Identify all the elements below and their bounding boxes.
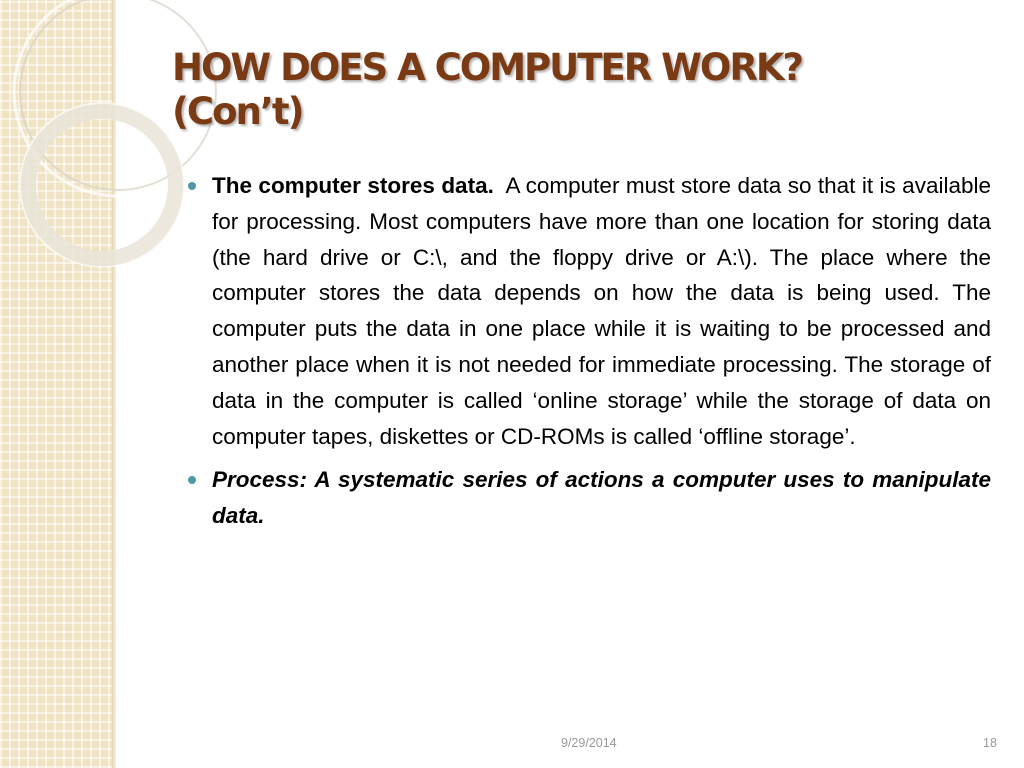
bullet-body-text: A computer must store data so that it is available for processing. Most computers have more than one location for storing data (the hard drive or C:\, and the floppy drive or A:\). The place where the computer stores the data depends on how the data is being used. The computer puts the data in one place while it is waiting to be processed and another place when it is not needed for immediate processing. The storage of data in the computer is called ‘online storage’ while the storage of data on computer tapes, diskettes or CD-ROMs is called ‘offline storage’.	[212, 173, 991, 449]
slide-number: 18	[983, 736, 997, 750]
bullet-dot-icon	[188, 182, 196, 190]
bullet-item-process	[188, 462, 991, 534]
footer-date: 9/29/2014	[561, 736, 617, 750]
slide-title-line-2: (Con’t)	[172, 90, 303, 133]
bullet-body-text: Process: A systematic series of actions a computer uses to manipulate data.	[212, 467, 991, 529]
slide-title-line-1: HOW DOES A COMPUTER WORK?	[172, 46, 802, 89]
slide-content	[188, 168, 991, 542]
slide-title	[172, 46, 972, 134]
bullet-lead-text: The computer stores data.	[212, 173, 494, 198]
bullet-dot-icon	[188, 476, 196, 484]
bullet-item-storage	[188, 168, 991, 454]
